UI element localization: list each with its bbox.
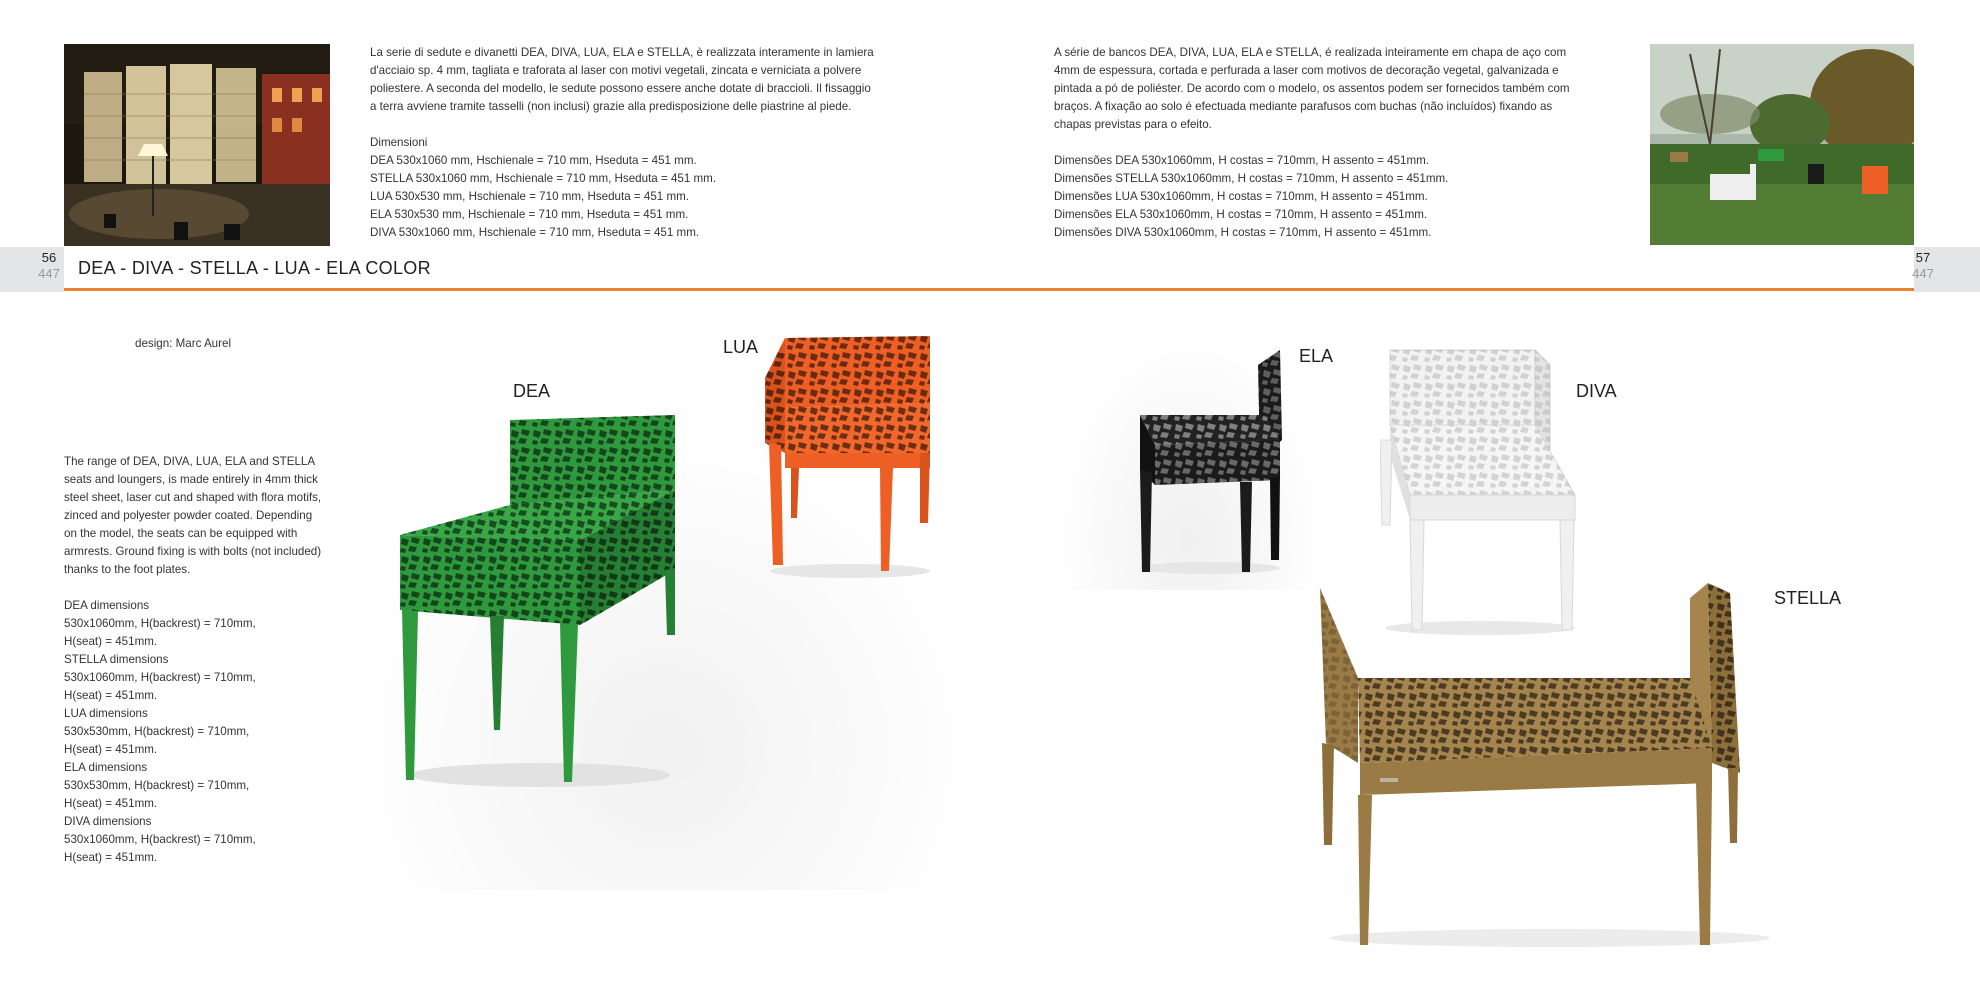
text-line: Dimensões DEA 530x1060mm, H costas = 710mm, H assento = 451mm.	[1054, 154, 1430, 167]
text-line: LUA dimensions	[64, 707, 148, 720]
text-line: 530x530mm, H(backrest) = 710mm,	[64, 779, 250, 792]
text-line: d'acciaio sp. 4 mm, tagliata e traforata al laser con motivi vegetali, zincata e verniciata a polvere	[370, 64, 862, 77]
text-line: H(seat) = 451mm.	[64, 635, 158, 648]
ela-chair-image	[1130, 350, 1290, 575]
text-line: Dimensões DIVA 530x1060mm, H costas = 710mm, H assento = 451mm.	[1054, 226, 1432, 239]
page-number-sub: 447	[1912, 266, 1934, 281]
stella-bench-image	[1320, 583, 1780, 948]
dea-bench-image	[400, 410, 680, 790]
text-line: STELLA 530x1060 mm, Hschienale = 710 mm, Hseduta = 451 mm.	[370, 172, 717, 185]
dimensions-heading: Dimensioni	[370, 136, 428, 149]
text-line: 530x530mm, H(backrest) = 710mm,	[64, 725, 250, 738]
text-line: thanks to the foot plates.	[64, 563, 191, 576]
text-line: poliestere. A seconda del modello, le sedute possono essere anche dotate di braccioli. Il fissaggio	[370, 82, 871, 95]
lua-chair-image	[765, 333, 935, 578]
text-line: 530x1060mm, H(backrest) = 710mm,	[64, 671, 256, 684]
night-plaza-photo	[64, 44, 330, 246]
english-description	[64, 453, 321, 867]
text-line: Dimensões ELA 530x1060mm, H costas = 710mm, H assento = 451mm.	[1054, 208, 1428, 221]
text-line: ELA 530x530 mm, Hschienale = 710 mm, Hseduta = 451 mm.	[370, 208, 689, 221]
text-line: La serie di sedute e divanetti DEA, DIVA, LUA, ELA e STELLA, è realizzata interamente in lamiera	[370, 46, 874, 59]
product-label-ela: ELA	[1299, 346, 1334, 366]
product-label-dea: DEA	[513, 381, 551, 401]
text-line: DEA dimensions	[64, 599, 150, 612]
text-line: pintada a pó de poliéster. De acordo com o modelo, os assentos podem ser fornecidos também com	[1054, 82, 1570, 95]
text-line: The range of DEA, DIVA, LUA, ELA and STELLA	[64, 455, 316, 468]
portuguese-description	[1054, 44, 1570, 242]
text-line: 530x1060mm, H(backrest) = 710mm,	[64, 833, 256, 846]
text-line: ELA dimensions	[64, 761, 148, 774]
text-line: H(seat) = 451mm.	[64, 851, 158, 864]
text-line: braços. A fixação ao solo é efectuada mediante parafusos com buchas (não incluídos) fixando as	[1054, 100, 1553, 113]
text-line: H(seat) = 451mm.	[64, 797, 158, 810]
text-line: DEA 530x1060 mm, Hschienale = 710 mm, Hseduta = 451 mm.	[370, 154, 697, 167]
text-line: chapas previstas para o efeito.	[1054, 118, 1212, 131]
garden-photo	[1650, 44, 1914, 245]
text-line: on the model, the seats can be equipped with	[64, 527, 298, 540]
text-line: LUA 530x530 mm, Hschienale = 710 mm, Hseduta = 451 mm.	[370, 190, 689, 203]
text-line: a terra avviene tramite tasselli (non inclusi) grazie alla predisposizione delle piastrine al piede.	[370, 100, 852, 113]
text-line: H(seat) = 451mm.	[64, 743, 158, 756]
page-number: 56	[41, 250, 57, 265]
text-line: 4mm de espessura, cortada e perfurada a laser com motivos de decoração vegetal, galvanizada e	[1054, 64, 1559, 77]
text-line: STELLA dimensions	[64, 653, 169, 666]
text-line: A série de bancos DEA, DIVA, LUA, ELA e STELLA, é realizada inteiramente em chapa de aço com	[1054, 46, 1567, 59]
page-number-left	[29, 250, 69, 282]
product-label-lua: LUA	[723, 337, 759, 357]
text-line: steel sheet, laser cut and shaped with flora motifs,	[64, 491, 322, 504]
text-line: 530x1060mm, H(backrest) = 710mm,	[64, 617, 256, 630]
text-line: DIVA 530x1060 mm, Hschienale = 710 mm, Hseduta = 451 mm.	[370, 226, 700, 239]
text-line: seats and loungers, is made entirely in 4mm thick	[64, 473, 318, 486]
italian-description	[370, 44, 874, 242]
page-number-right	[1903, 250, 1943, 282]
text-line: zinced and polyester powder coated. Depending	[64, 509, 313, 522]
text-line: armrests. Ground fixing is with bolts (not included)	[64, 545, 322, 558]
text-line: H(seat) = 451mm.	[64, 689, 158, 702]
page-title: DEA - DIVA - STELLA - LUA - ELA COLOR	[78, 258, 431, 278]
product-label-stella: STELLA	[1774, 588, 1842, 608]
page-number-sub: 447	[38, 266, 60, 281]
text-line: Dimensões LUA 530x1060mm, H costas = 710mm, H assento = 451mm.	[1054, 190, 1428, 203]
text-line: DIVA dimensions	[64, 815, 152, 828]
title-underline	[64, 288, 1914, 291]
text-line: Dimensões STELLA 530x1060mm, H costas = 710mm, H assento = 451mm.	[1054, 172, 1449, 185]
page-number: 57	[1915, 250, 1931, 265]
design-credit: design: Marc Aurel	[135, 337, 232, 350]
product-label-diva: DIVA	[1576, 381, 1617, 401]
